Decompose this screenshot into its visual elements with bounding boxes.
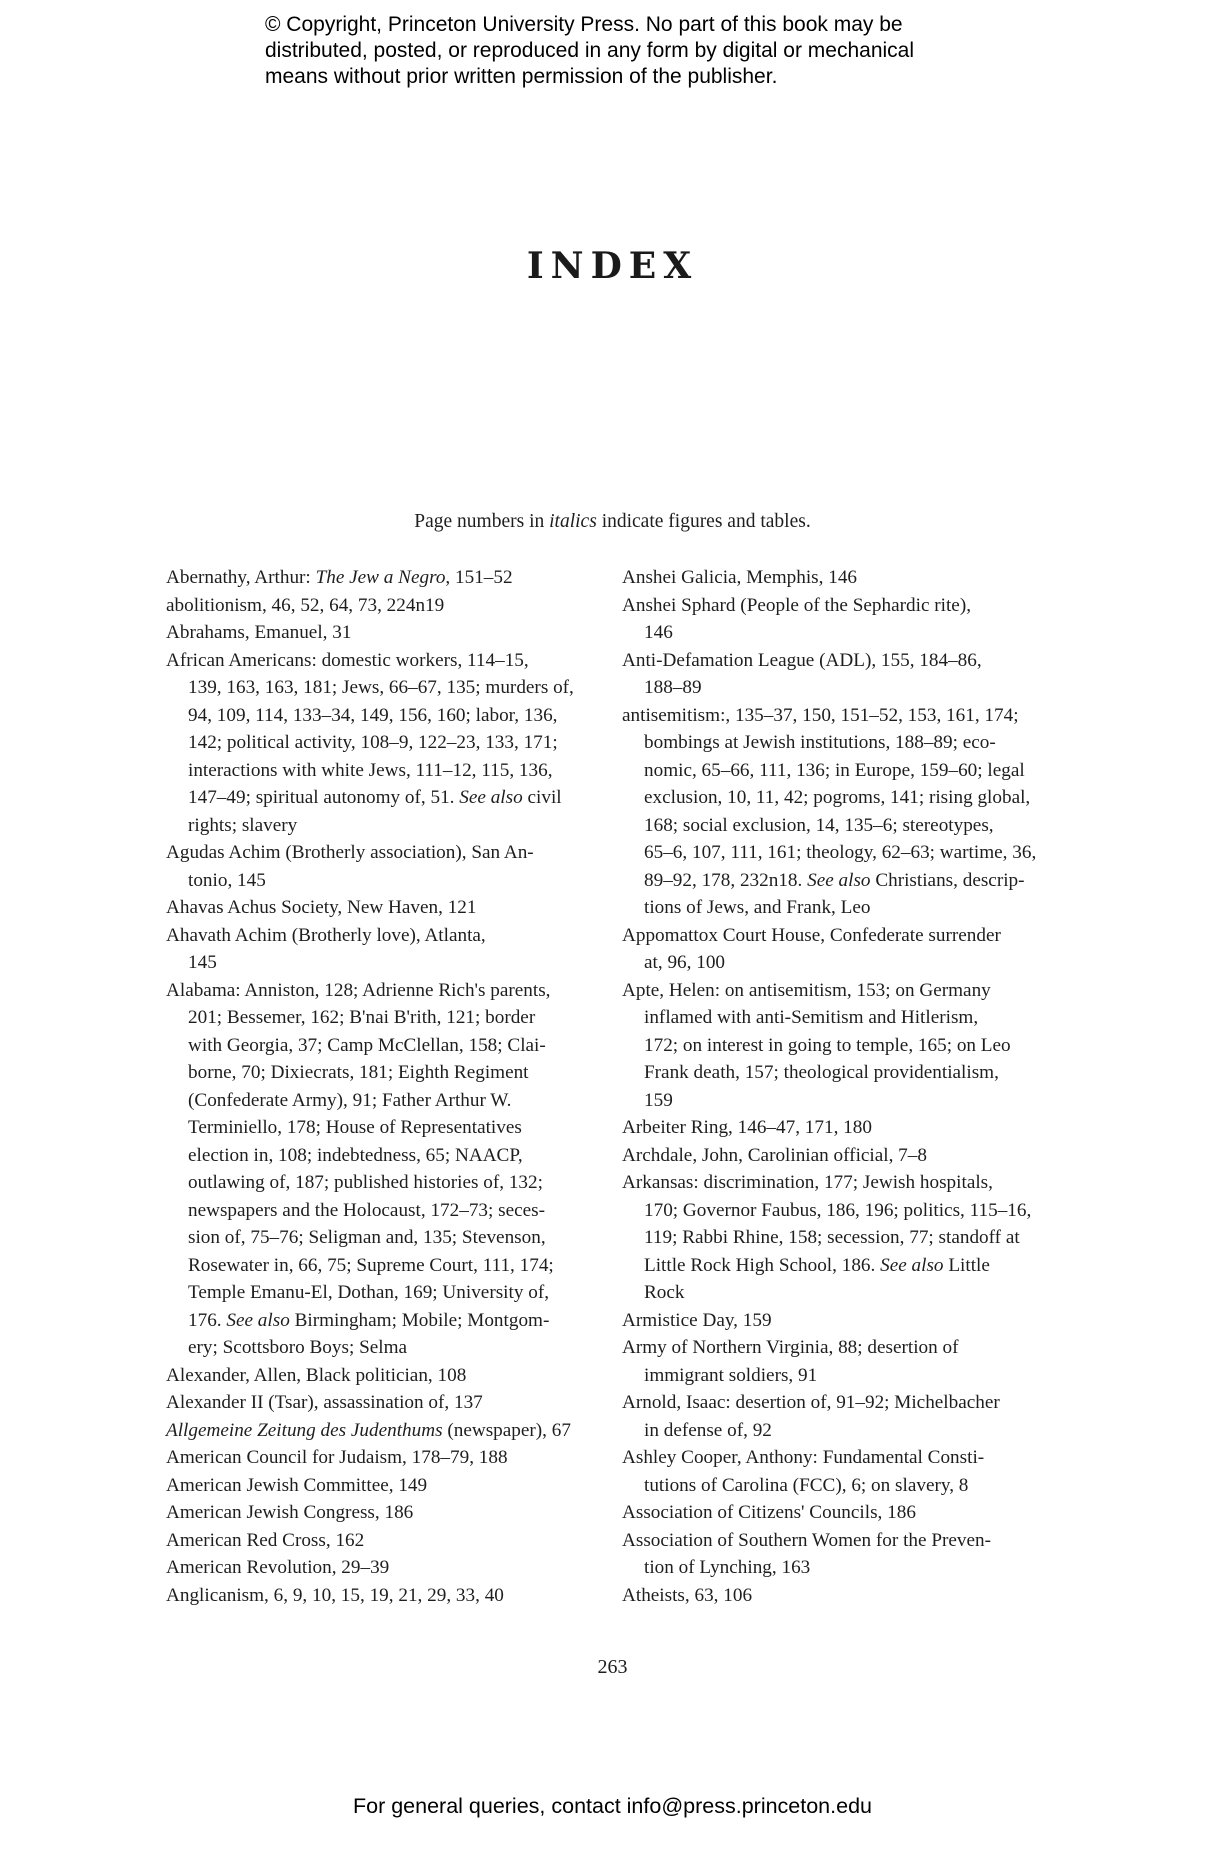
- index-text: 172; on interest in going to temple, 165; on Leo: [644, 1034, 1011, 1056]
- index-line: [166, 867, 586, 895]
- index-text: Frank death, 157; theological providentialism,: [644, 1062, 999, 1083]
- index-text: American Council for Judaism, 178–79, 188: [166, 1447, 508, 1468]
- index-line: [622, 949, 1042, 977]
- index-line: [166, 839, 586, 867]
- index-text: , 151–52: [445, 567, 513, 588]
- index-line: [166, 1059, 586, 1087]
- index-text: rights; slavery: [188, 814, 298, 836]
- index-text: 139, 163, 163, 181; Jews, 66–67, 135; murders of,: [188, 677, 574, 698]
- index-text: election in, 108; indebtedness, 65; NAACP,: [188, 1144, 523, 1166]
- index-line: [622, 1472, 1042, 1500]
- italics-note: [0, 510, 1225, 534]
- index-text: Association of Citizens' Councils, 186: [622, 1502, 916, 1523]
- index-line: [622, 1307, 1042, 1335]
- index-text: civil: [522, 787, 562, 808]
- copyright-line: distributed, posted, or reproduced in any form by digital or mechanical: [265, 39, 915, 62]
- footer-contact: For general queries, contact info@press.princeton.edu: [352, 1794, 872, 1818]
- index-text: exclusion, 10, 11, 42; pogroms, 141; rising global,: [644, 787, 1031, 808]
- index-text: Little Rock High School, 186.: [644, 1254, 881, 1276]
- index-text: Anshei Galicia, Memphis, 146: [622, 567, 858, 588]
- index-text: Abrahams, Emanuel, 31: [166, 622, 352, 643]
- index-column-left: [166, 564, 586, 1609]
- index-line: [166, 894, 586, 922]
- index-text: Alexander, Allen, Black politician, 108: [166, 1364, 467, 1386]
- index-text: Alabama: Anniston, 128; Adrienne Rich's parents,: [166, 979, 551, 1001]
- index-line: [166, 564, 586, 592]
- index-text: American Jewish Congress, 186: [166, 1502, 414, 1523]
- index-text: Rosewater in, 66, 75; Supreme Court, 111, 174;: [188, 1254, 554, 1276]
- index-text: American Jewish Committee, 149: [166, 1474, 428, 1496]
- index-line: [622, 894, 1042, 922]
- page-number: 263: [597, 1656, 628, 1678]
- index-text: bombings at Jewish institutions, 188–89; eco-: [644, 732, 996, 753]
- index-line: [622, 1334, 1042, 1362]
- index-line: [166, 1499, 586, 1527]
- index-italic-text: See also: [459, 787, 523, 808]
- index-line: [166, 1362, 586, 1390]
- index-text: Little: [943, 1254, 990, 1276]
- index-line: [622, 592, 1042, 620]
- index-text: with Georgia, 37; Camp McClellan, 158; Clai-: [188, 1034, 546, 1056]
- index-text: tonio, 145: [188, 869, 266, 891]
- index-line: [622, 619, 1042, 647]
- index-line: [166, 757, 586, 785]
- index-line: [166, 702, 586, 730]
- index-italic-text: The Jew a Negro: [315, 567, 446, 588]
- index-text: 201; Bessemer, 162; B'nai B'rith, 121; border: [188, 1007, 536, 1028]
- index-line: [166, 1527, 586, 1555]
- index-line: [166, 812, 586, 840]
- index-text: Alexander II (Tsar), assassination of, 137: [166, 1392, 483, 1413]
- index-line: [166, 729, 586, 757]
- index-line: [622, 1362, 1042, 1390]
- index-italic-text: See also: [807, 869, 871, 891]
- index-line: [622, 757, 1042, 785]
- index-text: Apte, Helen: on antisemitism, 153; on Germany: [622, 979, 991, 1001]
- index-text: Arnold, Isaac: desertion of, 91–92; Michelbacher: [622, 1392, 1000, 1413]
- index-line: [166, 1582, 586, 1610]
- index-text: 119; Rabbi Rhine, 158; secession, 77; standoff at: [644, 1227, 1020, 1248]
- copyright-line: means without prior written permission of the publisher.: [265, 65, 778, 88]
- index-line: [166, 1252, 586, 1280]
- index-text: (newspaper), 67: [442, 1419, 571, 1441]
- index-text: Atheists, 63, 106: [622, 1584, 753, 1606]
- index-text: 188–89: [644, 677, 702, 698]
- index-line: [166, 1472, 586, 1500]
- index-line: [622, 1527, 1042, 1555]
- index-text: Ahavas Achus Society, New Haven, 121: [166, 897, 477, 918]
- index-text: 65–6, 107, 111, 161; theology, 62–63; wartime, 36,: [644, 842, 1037, 863]
- index-text: 147–49; spiritual autonomy of, 51.: [188, 787, 460, 808]
- index-line: [166, 1224, 586, 1252]
- index-text: sion of, 75–76; Seligman and, 135; Stevenson,: [188, 1227, 546, 1248]
- index-line: [622, 1224, 1042, 1252]
- index-line: [166, 1389, 586, 1417]
- index-line: [622, 564, 1042, 592]
- index-line: [166, 922, 586, 950]
- index-text: in defense of, 92: [644, 1419, 772, 1441]
- index-line: [622, 784, 1042, 812]
- index-line: [622, 702, 1042, 730]
- note-text: indicate figures and tables.: [596, 511, 811, 532]
- index-text: Agudas Achim (Brotherly association), San An-: [166, 842, 534, 863]
- index-text: 145: [188, 952, 217, 973]
- index-line: [166, 592, 586, 620]
- index-line: [166, 619, 586, 647]
- index-line: [622, 1252, 1042, 1280]
- index-line: [166, 1142, 586, 1170]
- index-line: [622, 1114, 1042, 1142]
- index-line: [166, 1004, 586, 1032]
- index-line: [166, 1032, 586, 1060]
- index-line: [622, 1087, 1042, 1115]
- index-text: 176.: [188, 1309, 227, 1331]
- index-text: Temple Emanu-El, Dothan, 169; University of,: [188, 1282, 550, 1303]
- index-line: [622, 977, 1042, 1005]
- index-text: 168; social exclusion, 14, 135–6; stereotypes,: [644, 814, 994, 836]
- index-line: [166, 1417, 586, 1445]
- index-line: [622, 729, 1042, 757]
- note-text: Page numbers in: [414, 511, 550, 532]
- index-line: [166, 1554, 586, 1582]
- index-italic-text: Allgemeine Zeitung des Judenthums: [166, 1419, 443, 1441]
- index-line: [166, 949, 586, 977]
- index-line: [622, 1032, 1042, 1060]
- index-text: American Red Cross, 162: [166, 1529, 365, 1551]
- index-text: Anglicanism, 6, 9, 10, 15, 19, 21, 29, 33, 40: [166, 1584, 504, 1606]
- index-line: [622, 674, 1042, 702]
- index-text: tions of Jews, and Frank, Leo: [644, 897, 871, 918]
- index-text: abolitionism, 46, 52, 64, 73, 224n19: [166, 594, 445, 616]
- index-text: at, 96, 100: [644, 952, 726, 973]
- index-column-right: [622, 564, 1042, 1609]
- index-line: [166, 1087, 586, 1115]
- index-text: 146: [644, 622, 673, 643]
- index-line: [622, 867, 1042, 895]
- index-text: outlawing of, 187; published histories of, 132;: [188, 1172, 543, 1193]
- index-text: Army of Northern Virginia, 88; desertion of: [622, 1337, 959, 1358]
- index-line: [166, 1334, 586, 1362]
- index-line: [622, 1444, 1042, 1472]
- index-line: [166, 1114, 586, 1142]
- index-text: Anti-Defamation League (ADL), 155, 184–86,: [622, 649, 982, 671]
- index-line: [166, 1169, 586, 1197]
- index-line: [622, 1004, 1042, 1032]
- index-line: [622, 1417, 1042, 1445]
- index-text: antisemitism:, 135–37, 150, 151–52, 153, 161, 174;: [622, 704, 1019, 726]
- index-line: [166, 977, 586, 1005]
- index-text: ery; Scottsboro Boys; Selma: [188, 1337, 408, 1358]
- index-italic-text: See also: [880, 1254, 944, 1276]
- index-text: African Americans: domestic workers, 114–15,: [166, 649, 529, 671]
- index-line: [166, 674, 586, 702]
- index-line: [622, 922, 1042, 950]
- index-line: [622, 812, 1042, 840]
- index-line: [166, 647, 586, 675]
- index-text: 142; political activity, 108–9, 122–23, 133, 171;: [188, 732, 558, 753]
- index-text: 170; Governor Faubus, 186, 196; politics, 115–16,: [644, 1199, 1032, 1221]
- index-text: Rock: [644, 1282, 685, 1303]
- index-text: immigrant soldiers, 91: [644, 1364, 818, 1386]
- index-text: 159: [644, 1089, 673, 1111]
- index-text: 89–92, 178, 232n18.: [644, 869, 808, 891]
- index-text: borne, 70; Dixiecrats, 181; Eighth Regiment: [188, 1062, 529, 1083]
- page-title: INDEX: [526, 245, 699, 287]
- index-text: Birmingham; Mobile; Montgom-: [289, 1309, 550, 1331]
- index-text: (Confederate Army), 91; Father Arthur W.: [188, 1089, 512, 1111]
- index-text: Ashley Cooper, Anthony: Fundamental Consti-: [622, 1447, 985, 1468]
- index-line: [622, 1197, 1042, 1225]
- index-text: Abernathy, Arthur:: [166, 567, 316, 588]
- index-line: [622, 1554, 1042, 1582]
- index-text: interactions with white Jews, 111–12, 115, 136,: [188, 759, 553, 781]
- index-line: [622, 1142, 1042, 1170]
- copyright-line: © Copyright, Princeton University Press. No part of this book may be: [265, 13, 903, 36]
- index-line: [166, 784, 586, 812]
- index-text: Arkansas: discrimination, 177; Jewish hospitals,: [622, 1172, 993, 1193]
- index-line: [622, 1169, 1042, 1197]
- index-text: Archdale, John, Carolinian official, 7–8: [622, 1144, 927, 1166]
- index-line: [622, 1059, 1042, 1087]
- index-line: [622, 839, 1042, 867]
- index-text: Association of Southern Women for the Preven-: [622, 1529, 991, 1551]
- index-text: 94, 109, 114, 133–34, 149, 156, 160; labor, 136,: [188, 704, 558, 726]
- index-line: [622, 1279, 1042, 1307]
- index-line: [166, 1444, 586, 1472]
- index-text: nomic, 65–66, 111, 136; in Europe, 159–60; legal: [644, 759, 1025, 781]
- index-text: tutions of Carolina (FCC), 6; on slavery, 8: [644, 1474, 969, 1496]
- index-line: [622, 1389, 1042, 1417]
- index-text: Armistice Day, 159: [622, 1309, 772, 1331]
- index-italic-text: See also: [226, 1309, 290, 1331]
- index-text: Ahavath Achim (Brotherly love), Atlanta,: [166, 924, 486, 946]
- index-text: tion of Lynching, 163: [644, 1557, 811, 1578]
- index-text: inflamed with anti-Semitism and Hitlerism,: [644, 1007, 979, 1028]
- note-italic-text: italics: [549, 511, 597, 532]
- index-line: [166, 1307, 586, 1335]
- copyright-notice: [265, 12, 1025, 90]
- index-line: [622, 1499, 1042, 1527]
- index-text: American Revolution, 29–39: [166, 1557, 390, 1578]
- index-text: Terminiello, 178; House of Representatives: [188, 1117, 522, 1138]
- index-text: Anshei Sphard (People of the Sephardic rite),: [622, 594, 972, 616]
- index-text: newspapers and the Holocaust, 172–73; seces-: [188, 1199, 546, 1221]
- index-text: Christians, descrip-: [870, 869, 1025, 891]
- index-line: [622, 1582, 1042, 1610]
- index-text: Arbeiter Ring, 146–47, 171, 180: [622, 1117, 872, 1138]
- index-line: [622, 647, 1042, 675]
- index-line: [166, 1197, 586, 1225]
- index-line: [166, 1279, 586, 1307]
- index-text: Appomattox Court House, Confederate surrender: [622, 924, 1001, 946]
